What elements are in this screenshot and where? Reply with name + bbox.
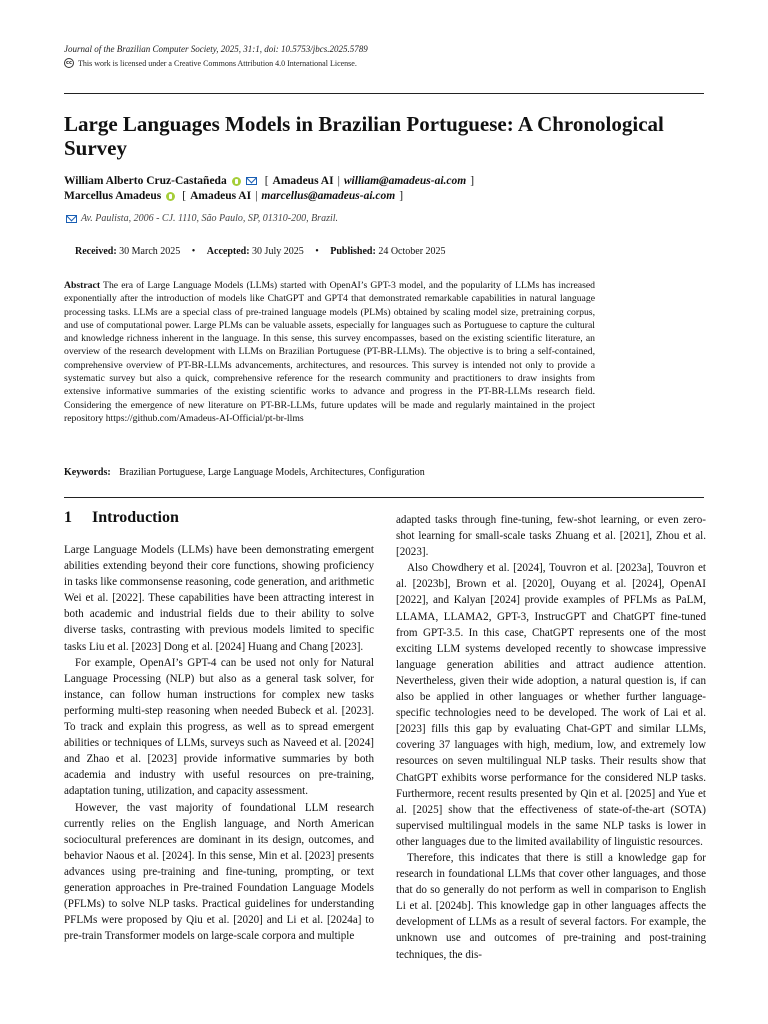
author-2: Marcellus Amadeus [ Amadeus AI | marcellus@amadeus-ai.com ] (64, 190, 404, 202)
keywords (64, 467, 425, 478)
author-1-email[interactable]: william@amadeus-ai.com (343, 175, 467, 187)
paragraph: For example, OpenAI’s GPT-4 can be used not only for Natural Language Processing (NLP) but also as a general task solver, for instance, can follow human instructions for complex new tasks performing multi-step reasoning when needed Bubeck et al. [2023]. To track and explain this progress, as well as to spread emergent abilities or techniques of LLMs, surveys such as Naveed et al. [2024] and Zhao et al. [2023] provide informative summaries by both academia and industry with useful resources on pre-training, adaptation tuning, utilization, and capacity assessment. (64, 656, 374, 798)
received-label: Received: (75, 246, 117, 257)
abstract (64, 279, 595, 425)
orcid-icon[interactable] (232, 177, 241, 186)
published-label: Published: (330, 246, 376, 257)
license-text[interactable]: This work is licensed under a Creative Commons Attribution 4.0 International License. (78, 58, 357, 68)
email-icon[interactable] (246, 177, 257, 185)
address-text: Av. Paulista, 2006 - CJ. 1110, São Paulo, SP, 01310-200, Brazil. (81, 213, 339, 224)
paragraph: Large Language Models (LLMs) have been demonstrating emergent abilities extending beyond their core functions, showing proficiency in tasks like commonsense reasoning, code generation, and arithmetic Wei et al. [2022]. These capabilities have been attracting interest in both academic and industrial fields due to their ability to solve diverse tasks, contrasting with previous models limited to specific tasks Liu et al. [2023] Dong et al. [2024] Huang and Chang [2023]. (64, 544, 374, 653)
section-heading-introduction (64, 509, 179, 527)
paper-title: Large Languages Models in Brazilian Portuguese: A Chronological Survey (64, 112, 664, 160)
keywords-text: Brazilian Portuguese, Large Language Models, Architectures, Configuration (119, 467, 425, 478)
paragraph: adapted tasks through fine-tuning, few-shot learning, or even zero-shot learning for small-scale tasks Zhuang et al. [2021], Zhou et al. [2023]. (396, 514, 706, 559)
paragraph: Therefore, this indicates that there is still a knowledge gap for research in foundational LLMs that cover other languages, and those that do so generally do not perform as well in comparison to English Li et al. [2024b]. This knowledge gap in other languages affects the development of LLMs as a result of several factors. For example, the unknown use and outcomes of pre-training and post-training techniques, the dis- (396, 851, 706, 961)
author-2-affiliation: Amadeus AI (190, 190, 252, 202)
orcid-icon[interactable] (166, 192, 175, 201)
creative-commons-icon: cc (64, 58, 74, 68)
author-1: William Alberto Cruz-Castañeda [ Amadeus AI | william@amadeus-ai.com ] (64, 175, 475, 187)
accepted-label: Accepted: (206, 246, 250, 257)
abstract-text: The era of Large Language Models (LLMs) started with OpenAI’s GPT-3 model, and the popularity of LLMs has increased exponentially after the introduction of models like ChatGPT and GPT4 that demonstrated remarkable capabilities in natural language processing tasks. LLMs are a special class of pre-trained language models (PLMs) obtained by scaling model size, pretraining corpus, and use of computational power. Large PLMs can be valuable assets, especially for languages such as Portuguese to capture the cultural and knowledge richness inherent in the language. In this sense, this survey encompasses, based on the existing scientific literature, an overview of the research development with LLMs on Brazilian Portuguese (PT-BR-LLMs). The objective is to bring a self-contained, comprehensive overview of PT-BR-LLMs advancements, architectures, and resources. This survey is intended not only to provide a systematic survey but also a quick, comprehensive reference for the research community and practitioners to draw insights from extensive informative summaries of the existing scientific works to advance and progress in the PT-BR-LLMs research field. Considering the emergence of new literature on PT-BR-LLMs, future updates will be made and regularly maintained in the project repository https://github.com/Amadeus-AI-Official/pt-br-llms (64, 280, 595, 424)
author-2-name: Marcellus Amadeus (64, 190, 162, 202)
paragraph: However, the vast majority of foundational LLM research currently relies on the English language, and North American sociocultural preferences are dominant in its design, outcomes, and behavior Naous et al. [2024]. In this sense, Min et al. [2023] presents advances using pre-training and fine-tuning, prompting, or text generation approaches in Pre-trained Foundation Language Models (PFLMs) to solve NLP tasks. Practical guidelines for understanding PFLMs were proposed by Qiu et al. [2020] and Li et al. [2024a] to pre-train Transformer models on large-scale corpora and multiple (64, 801, 374, 943)
paragraph: Also Chowdhery et al. [2024], Touvron et al. [2023a], Touvron et al. [2023b], Brown et al. [2020], Ouyang et al. [2024], OpenAI [2022], and Kalyan [2024] provide examples of PFLMs as PaLM, LLAMA, LLAMA2, GPT-3, InstrucGPT and ChatGPT fine-tuned from GPT-3.5. In this case, ChatGPT represents one of the most exciting LLM systems developed recently to showcase impressive language generation abilities and attract audience attention. Nevertheless, given their wide adoption, a natural question is, if can also be applied in other languages or whether further language-specific technologies need to be developed. The work of Lai et al. [2023] fills this gap by evaluating Chat-GPT and similar LLMs, covering 37 languages with high, medium, low, and extremely low resources on seven multilingual NLP tasks. Their results show that ChatGPT exhibits worse performance for the considered NLP tasks. Furthermore, recent results presented by Qin et al. [2025] and Yue et al. [2025] show that the effectiveness of state-of-the-art (SOTA) supervised multilingual models in the same NLP tasks is lower in other languages due to the limited availability of linguistic resources. (396, 562, 706, 848)
left-column (64, 542, 374, 944)
email-icon (66, 215, 77, 223)
received-date: 30 March 2025 (119, 246, 181, 257)
header-divider (64, 93, 704, 94)
abstract-label: Abstract (64, 280, 101, 291)
accepted-date: 30 July 2025 (252, 246, 304, 257)
publication-dates: Received: 30 March 2025 • Accepted: 30 July 2025 • Published: 24 October 2025 (75, 246, 446, 257)
author-2-email[interactable]: marcellus@amadeus-ai.com (261, 190, 396, 202)
author-address (64, 213, 338, 224)
author-1-name: William Alberto Cruz-Castañeda (64, 175, 227, 187)
right-column (396, 512, 706, 963)
published-date: 24 October 2025 (378, 246, 446, 257)
abstract-divider (64, 497, 704, 498)
section-title: Introduction (92, 509, 179, 526)
author-1-affiliation: Amadeus AI (272, 175, 334, 187)
license-line (64, 58, 357, 68)
journal-citation: Journal of the Brazilian Computer Society, 2025, 31:1, doi: 10.5753/jbcs.2025.5789 (64, 44, 368, 54)
keywords-label: Keywords: (64, 467, 111, 478)
section-number: 1 (64, 509, 72, 526)
